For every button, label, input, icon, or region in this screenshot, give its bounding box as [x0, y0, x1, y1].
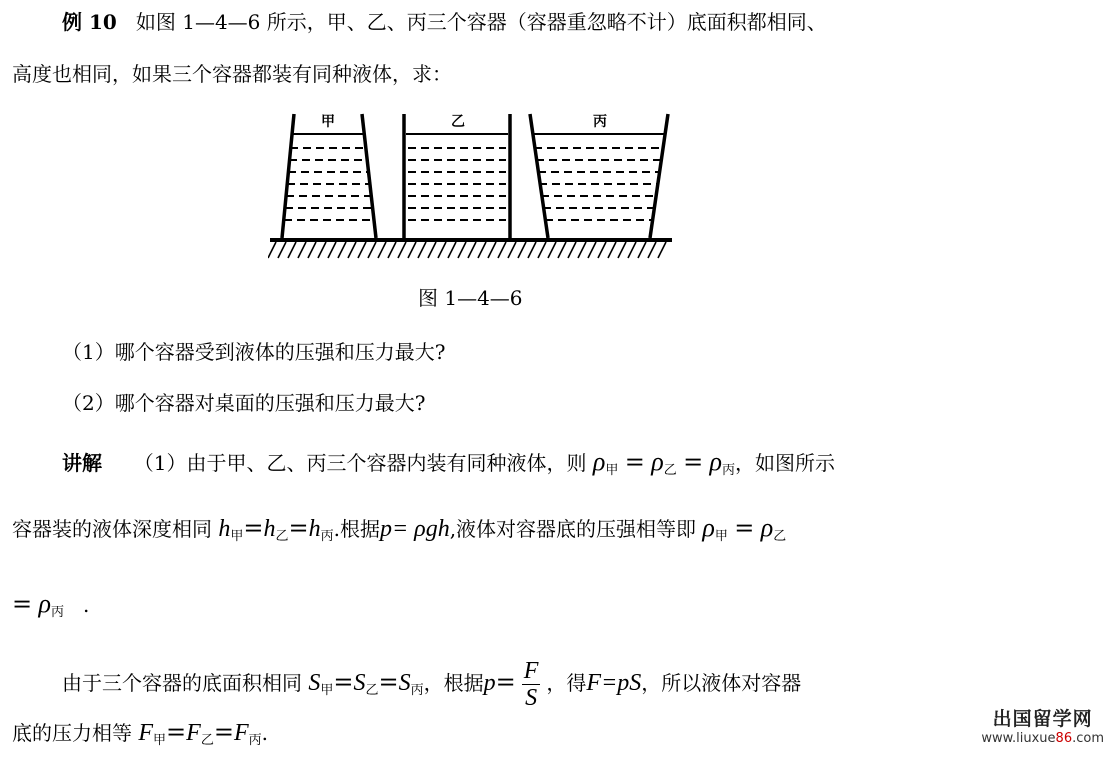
label-jia: 甲 — [321, 114, 335, 130]
solution-line-5: 底的压力相等 $F_甲=F_乙=F_丙$. — [12, 718, 268, 748]
formula-f-ps: F=pS — [586, 670, 642, 696]
formula-p-rho-g-h: p= ρgh — [379, 516, 450, 542]
intro-line-1 — [62, 8, 827, 36]
ground-hatching — [268, 242, 666, 258]
solution-text-1: （1）由于甲、乙、丙三个容器内装有同种液体，则 — [133, 451, 587, 475]
watermark-url: www.liuxue86.com — [981, 731, 1104, 746]
intro-text-2: 高度也相同，如果三个容器都装有同种液体，求： — [12, 62, 452, 86]
figure-caption: 图 1—4—6 — [418, 286, 523, 310]
solution-label: 讲解 — [62, 451, 102, 475]
example-label: 例 10 — [62, 10, 117, 34]
container-jia — [282, 114, 376, 238]
solution-line-2: 容器装的液体深度相同 $h_甲=h_乙=h_丙$.根据p= ρgh,液体对容器底的压强相等即 $\rho_甲 = \rho_乙$ — [12, 513, 787, 544]
intro-line-2 — [12, 60, 452, 88]
solution-text-5: 底的压力相等 — [12, 721, 132, 745]
solution-line-1: 讲解 （1）由于甲、乙、丙三个容器内装有同种液体，则 $\rho_甲 = \rho_乙 = \rho_丙$，如图所示 — [62, 447, 836, 478]
solution-line-3: = $\rho_丙$ . — [12, 589, 90, 620]
containers-figure — [268, 108, 678, 260]
container-yi — [404, 114, 510, 238]
solution-text-4: 由于三个容器的底面积相同 — [62, 671, 302, 695]
question-2: （2）哪个容器对桌面的压强和压力最大? — [62, 391, 426, 415]
fraction-f-over-s: $\frac{F}{S}$ — [523, 658, 539, 711]
intro-text-1: 如图 1—4—6 所示，甲、乙、丙三个容器（容器重忽略不计）底面积都相同、 — [135, 10, 827, 34]
site-watermark — [981, 704, 1104, 746]
solution-line-4: 由于三个容器的底面积相同 $S_甲=S_乙=S_丙$，根据p= $\frac{F}{S}$ ，得F=pS，所以液体对容器 — [62, 658, 802, 711]
label-bing: 丙 — [593, 114, 607, 130]
solution-text-2: 容器装的液体深度相同 — [12, 517, 212, 541]
question-1: （1）哪个容器受到液体的压强和压力最大? — [62, 340, 446, 364]
container-bing — [530, 114, 668, 238]
label-yi: 乙 — [451, 114, 465, 130]
solution-text-1-end: ，如图所示 — [735, 451, 836, 475]
watermark-title: 出国留学网 — [992, 708, 1093, 730]
